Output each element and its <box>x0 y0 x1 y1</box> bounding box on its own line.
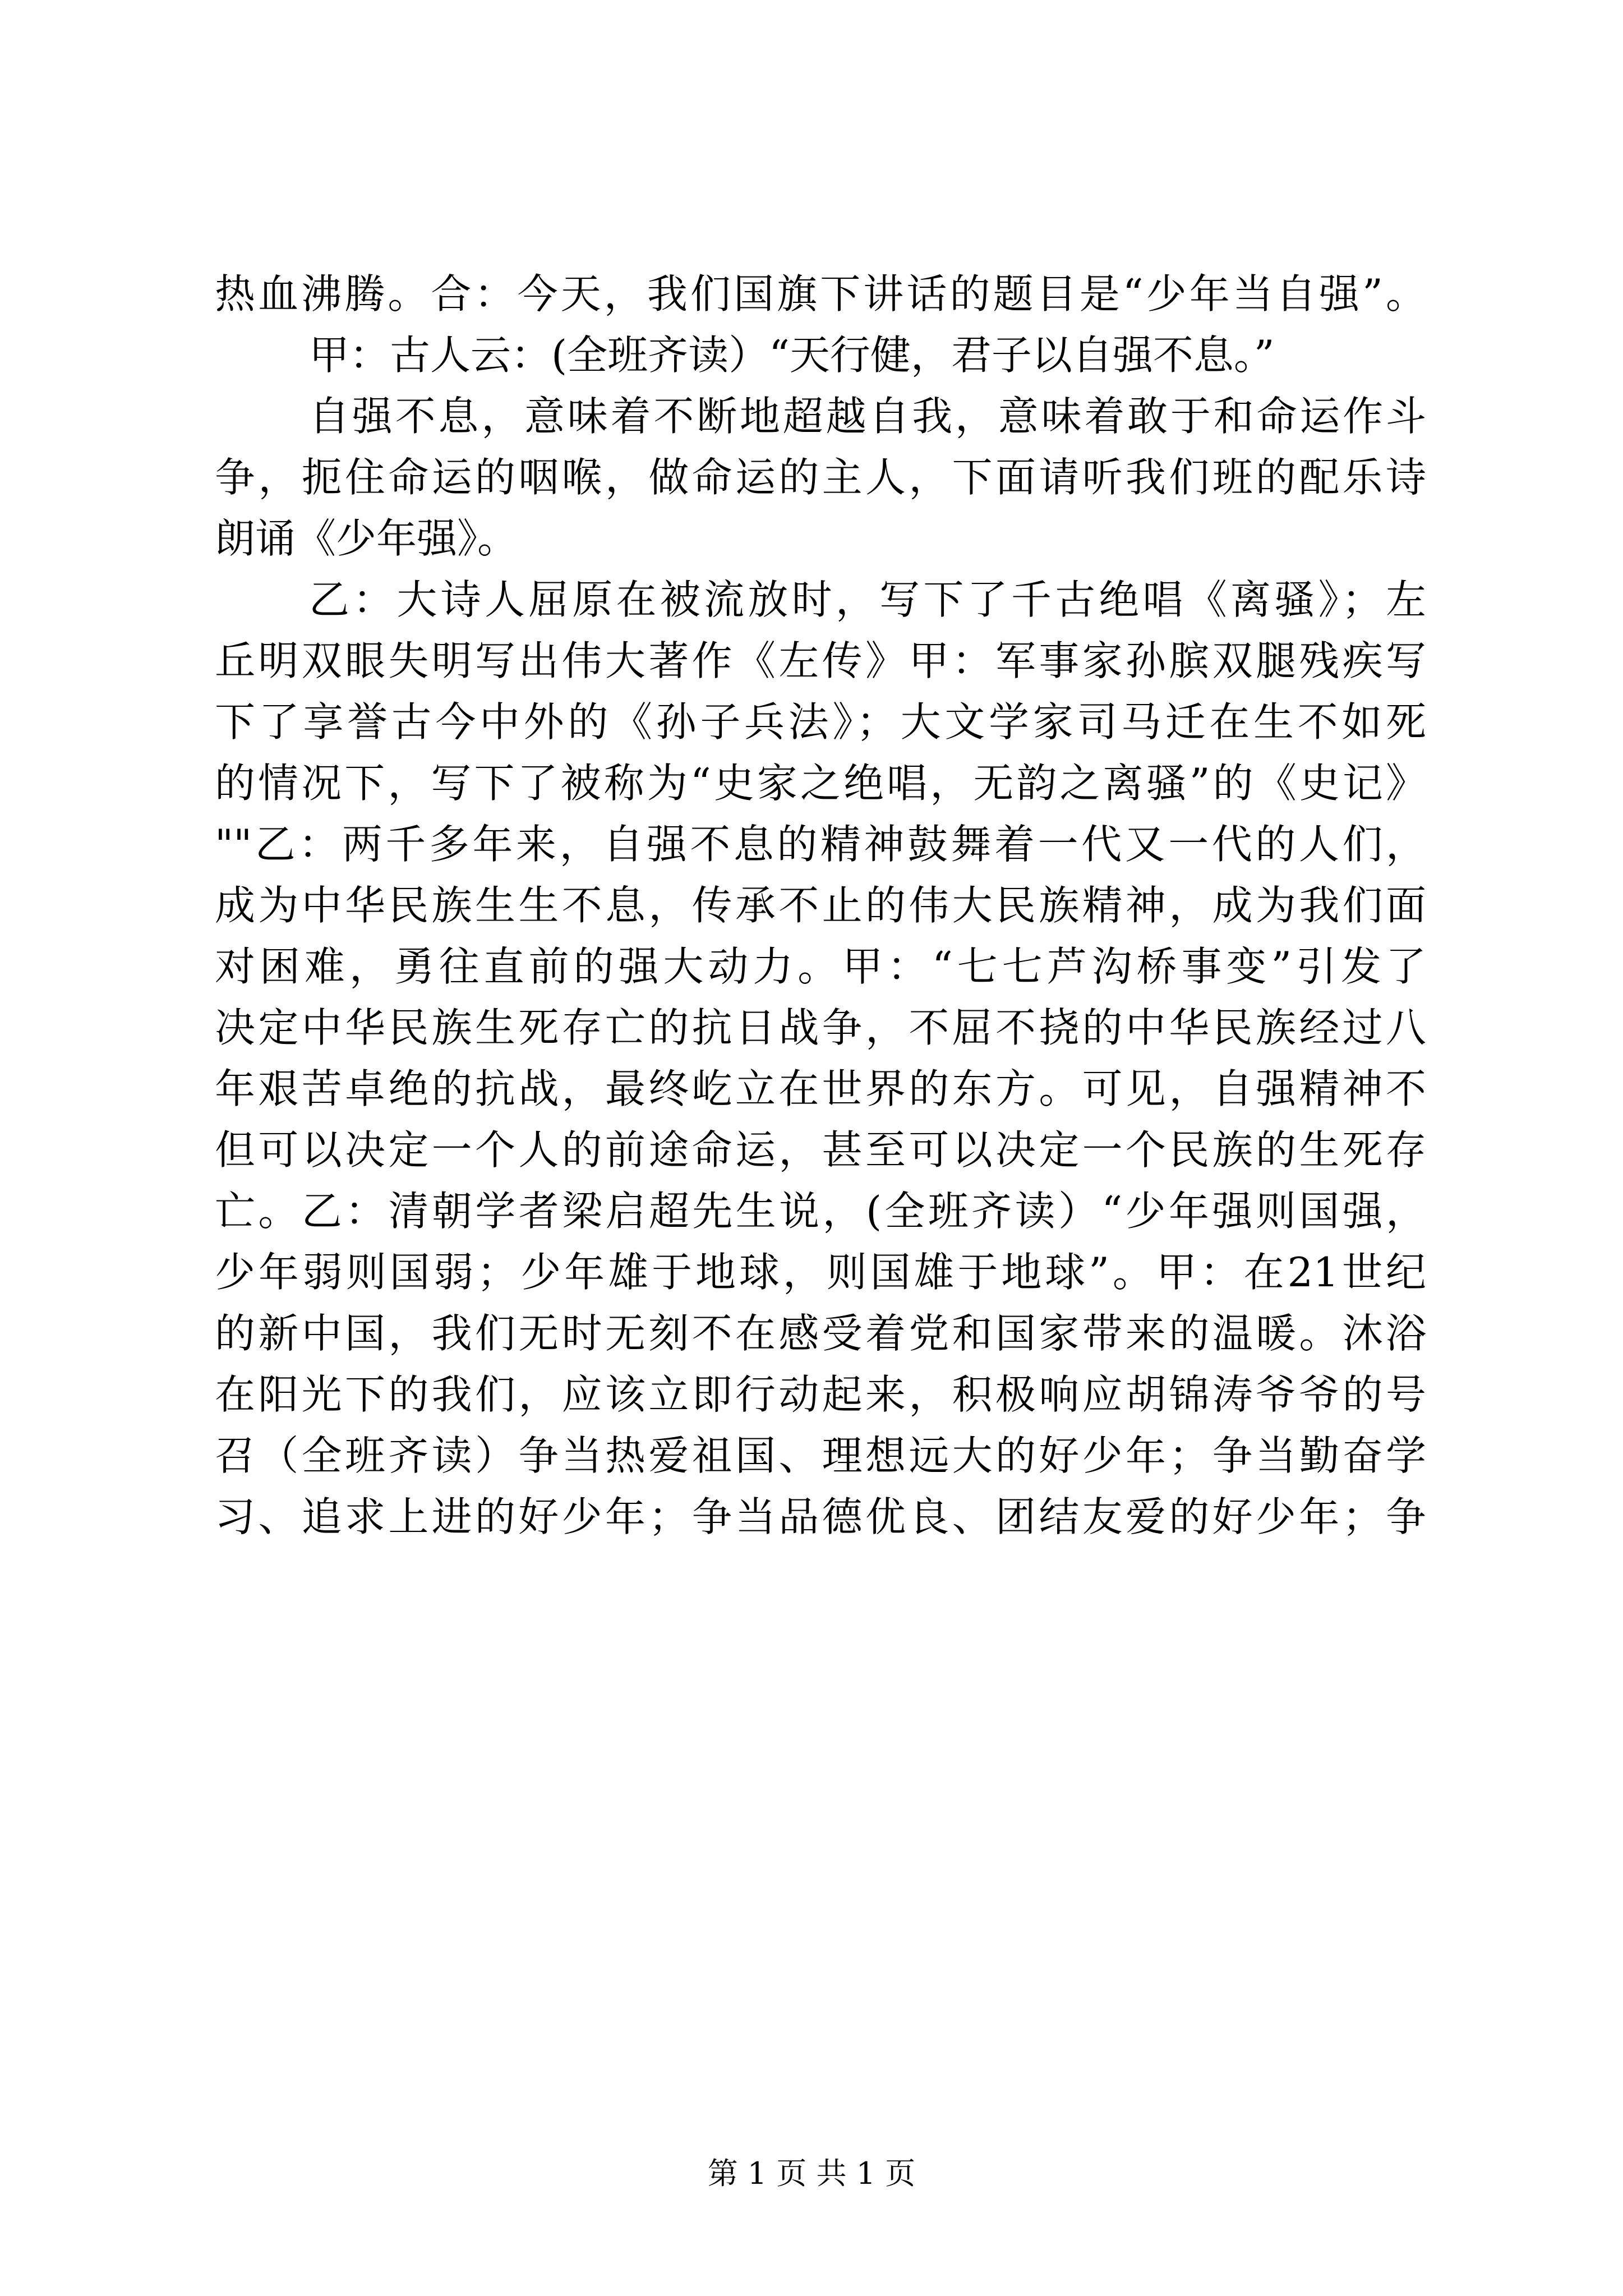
text-line: 热血沸腾。合：今天，我们国旗下讲话的题目是“少年当自强”。 <box>215 270 1426 318</box>
text-line: 召（全班齐读）争当热爱祖国、理想远大的好少年；争当勤奋学 <box>215 1432 1426 1479</box>
text-line: 朗诵《少年强》。 <box>215 515 518 562</box>
text-line: 甲：古人云：(全班齐读）“天行健，君子以自强不息。” <box>309 332 1275 379</box>
text-line: 乙：大诗人屈原在被流放时，写下了千古绝唱《离骚》；左 <box>309 576 1426 623</box>
text-line: 对困难，勇往直前的强大动力。甲：“七七芦沟桥事变”引发了 <box>215 943 1426 990</box>
text-line: ""乙：两千多年来，自强不息的精神鼓舞着一代又一代的人们， <box>215 821 1426 868</box>
text-line: 亡。乙：清朝学者梁启超先生说，(全班齐读）“少年强则国强， <box>215 1188 1426 1235</box>
text-line: 争，扼住命运的咽喉，做命运的主人，下面请听我们班的配乐诗 <box>215 454 1426 501</box>
text-line: 年艰苦卓绝的抗战，最终屹立在世界的东方。可见，自强精神不 <box>215 1065 1426 1112</box>
page-footer <box>0 2154 1623 2193</box>
page-number: 第 1 页 共 1 页 <box>707 2156 916 2191</box>
text-line: 下了享誉古今中外的《孙子兵法》；大文学家司马迁在生不如死 <box>215 698 1426 746</box>
text-line: 丘明双眼失明写出伟大著作《左传》甲：军事家孙膑双腿残疾写 <box>215 637 1426 684</box>
body-text <box>215 264 1426 1548</box>
text-line: 少年弱则国弱；少年雄于地球，则国雄于地球”。甲：在21世纪 <box>215 1249 1426 1296</box>
text-line: 决定中华民族生死存亡的抗日战争，不屈不挠的中华民族经过八 <box>215 1004 1426 1051</box>
text-line: 在阳光下的我们，应该立即行动起来，积极响应胡锦涛爷爷的号 <box>215 1371 1426 1418</box>
text-line: 的情况下，写下了被称为“史家之绝唱，无韵之离骚”的《史记》 <box>215 760 1426 807</box>
text-line: 成为中华民族生生不息，传承不止的伟大民族精神，成为我们面 <box>215 882 1426 929</box>
text-line: 自强不息，意味着不断地超越自我，意味着敢于和命运作斗 <box>309 393 1426 440</box>
text-line: 习、追求上进的好少年；争当品德优良、团结友爱的好少年；争 <box>215 1493 1426 1540</box>
text-line: 但可以决定一个人的前途命运，甚至可以决定一个民族的生死存 <box>215 1126 1426 1174</box>
text-line: 的新中国，我们无时无刻不在感受着党和国家带来的温暖。沐浴 <box>215 1310 1426 1357</box>
